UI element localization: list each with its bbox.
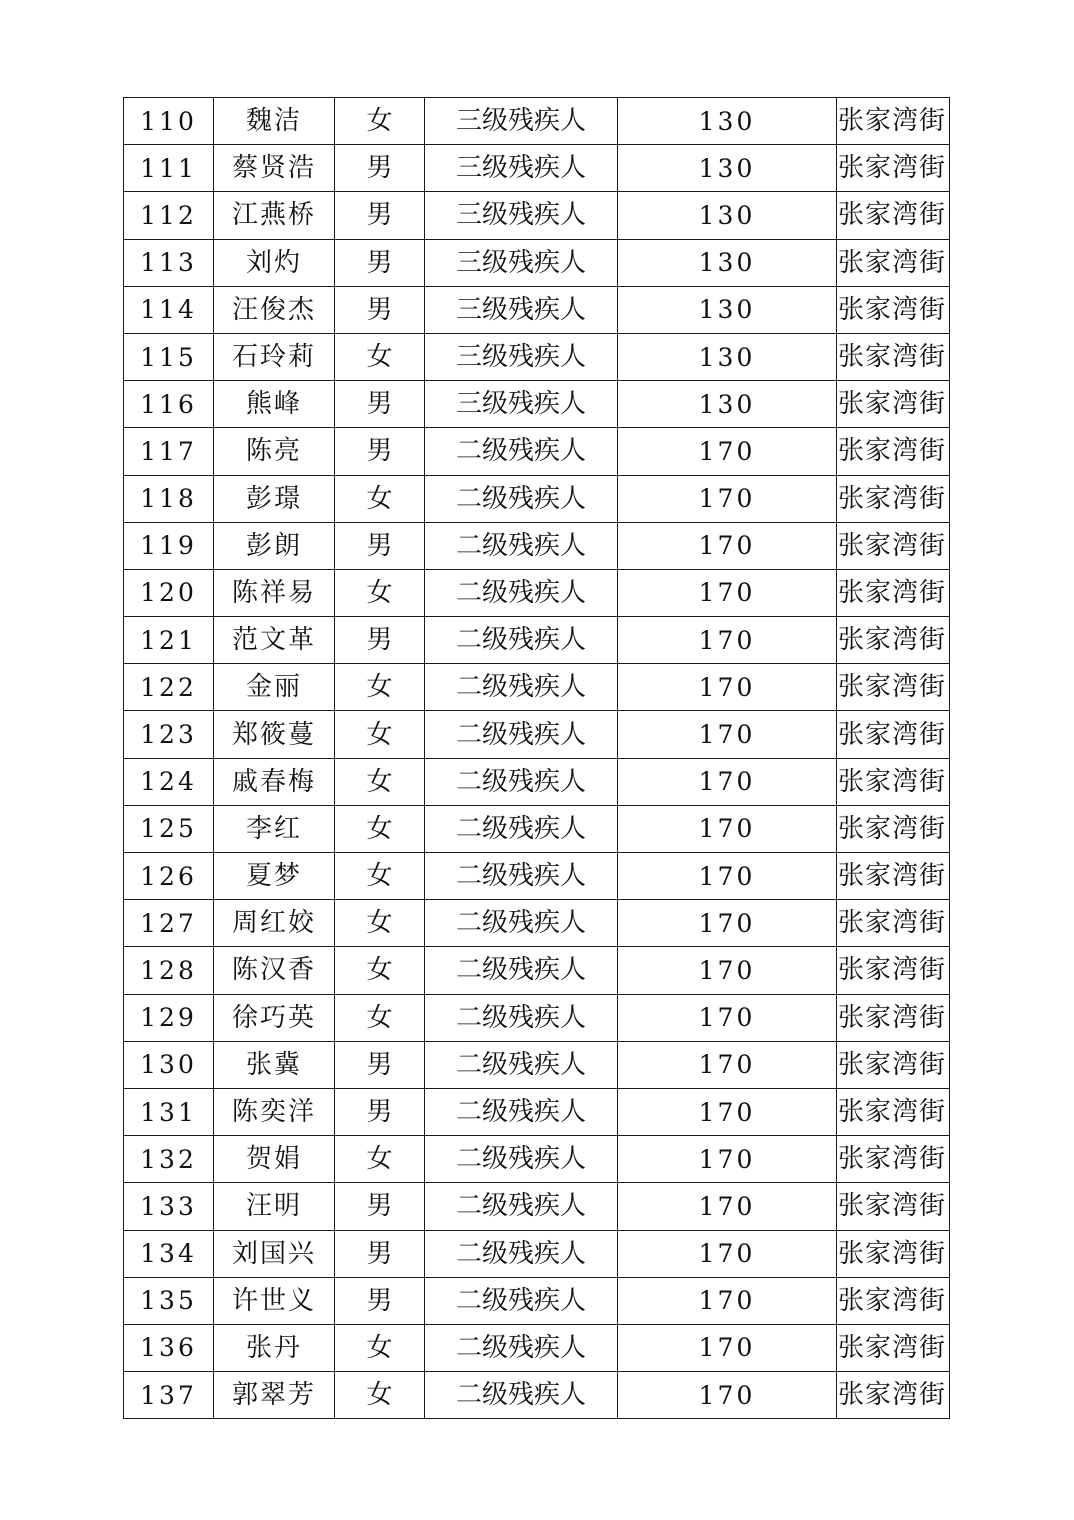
serial-number-cell: 116 (124, 381, 214, 428)
table-row (124, 664, 950, 711)
serial-number-cell: 113 (124, 239, 214, 286)
amount-cell: 170 (618, 1372, 837, 1419)
gender-cell: 女 (335, 853, 425, 900)
street-cell: 张家湾街 (837, 192, 950, 239)
disability-level-cell: 二级残疾人 (425, 1324, 618, 1371)
serial-number-cell: 111 (124, 145, 214, 192)
street-cell: 张家湾街 (837, 98, 950, 145)
name-cell: 金丽 (214, 664, 335, 711)
disability-level-cell: 二级残疾人 (425, 475, 618, 522)
street-cell: 张家湾街 (837, 428, 950, 475)
street-cell: 张家湾街 (837, 994, 950, 1041)
disability-level-cell: 二级残疾人 (425, 617, 618, 664)
gender-cell: 女 (335, 333, 425, 380)
disability-level-cell: 二级残疾人 (425, 1136, 618, 1183)
street-cell: 张家湾街 (837, 145, 950, 192)
disability-level-cell: 二级残疾人 (425, 1230, 618, 1277)
table-row (124, 1088, 950, 1135)
table-row (124, 711, 950, 758)
serial-number-cell: 119 (124, 522, 214, 569)
name-cell: 周红姣 (214, 900, 335, 947)
name-cell: 魏洁 (214, 98, 335, 145)
name-cell: 贺娟 (214, 1136, 335, 1183)
serial-number-cell: 120 (124, 569, 214, 616)
name-cell: 陈亮 (214, 428, 335, 475)
table-row (124, 428, 950, 475)
name-cell: 郭翠芳 (214, 1372, 335, 1419)
table-row (124, 994, 950, 1041)
table-row (124, 947, 950, 994)
serial-number-cell: 110 (124, 98, 214, 145)
disability-level-cell: 三级残疾人 (425, 286, 618, 333)
gender-cell: 女 (335, 1324, 425, 1371)
table-row (124, 333, 950, 380)
street-cell: 张家湾街 (837, 758, 950, 805)
gender-cell: 女 (335, 1372, 425, 1419)
disability-level-cell: 二级残疾人 (425, 522, 618, 569)
gender-cell: 女 (335, 475, 425, 522)
table-row (124, 475, 950, 522)
street-cell: 张家湾街 (837, 1088, 950, 1135)
serial-number-cell: 122 (124, 664, 214, 711)
disability-level-cell: 二级残疾人 (425, 1183, 618, 1230)
recipient-table (123, 97, 950, 1419)
gender-cell: 男 (335, 1277, 425, 1324)
serial-number-cell: 121 (124, 617, 214, 664)
serial-number-cell: 114 (124, 286, 214, 333)
street-cell: 张家湾街 (837, 947, 950, 994)
street-cell: 张家湾街 (837, 286, 950, 333)
amount-cell: 170 (618, 711, 837, 758)
disability-level-cell: 二级残疾人 (425, 947, 618, 994)
table-row (124, 98, 950, 145)
amount-cell: 170 (618, 900, 837, 947)
name-cell: 熊峰 (214, 381, 335, 428)
serial-number-cell: 123 (124, 711, 214, 758)
name-cell: 蔡贤浩 (214, 145, 335, 192)
serial-number-cell: 128 (124, 947, 214, 994)
amount-cell: 130 (618, 192, 837, 239)
disability-level-cell: 二级残疾人 (425, 711, 618, 758)
gender-cell: 男 (335, 192, 425, 239)
street-cell: 张家湾街 (837, 1041, 950, 1088)
street-cell: 张家湾街 (837, 475, 950, 522)
name-cell: 许世义 (214, 1277, 335, 1324)
gender-cell: 女 (335, 664, 425, 711)
amount-cell: 170 (618, 428, 837, 475)
street-cell: 张家湾街 (837, 333, 950, 380)
table-row (124, 758, 950, 805)
name-cell: 石玲莉 (214, 333, 335, 380)
amount-cell: 170 (618, 758, 837, 805)
name-cell: 范文革 (214, 617, 335, 664)
table-row (124, 1230, 950, 1277)
amount-cell: 170 (618, 947, 837, 994)
name-cell: 江燕桥 (214, 192, 335, 239)
table-row (124, 617, 950, 664)
serial-number-cell: 134 (124, 1230, 214, 1277)
name-cell: 彭朗 (214, 522, 335, 569)
street-cell: 张家湾街 (837, 711, 950, 758)
serial-number-cell: 130 (124, 1041, 214, 1088)
serial-number-cell: 131 (124, 1088, 214, 1135)
serial-number-cell: 135 (124, 1277, 214, 1324)
disability-level-cell: 二级残疾人 (425, 758, 618, 805)
disability-level-cell: 二级残疾人 (425, 1372, 618, 1419)
table-row (124, 1372, 950, 1419)
amount-cell: 170 (618, 1136, 837, 1183)
serial-number-cell: 132 (124, 1136, 214, 1183)
street-cell: 张家湾街 (837, 239, 950, 286)
street-cell: 张家湾街 (837, 617, 950, 664)
street-cell: 张家湾街 (837, 381, 950, 428)
table-row (124, 1183, 950, 1230)
serial-number-cell: 125 (124, 805, 214, 852)
name-cell: 夏梦 (214, 853, 335, 900)
street-cell: 张家湾街 (837, 1372, 950, 1419)
table-row (124, 286, 950, 333)
street-cell: 张家湾街 (837, 1230, 950, 1277)
gender-cell: 男 (335, 522, 425, 569)
serial-number-cell: 136 (124, 1324, 214, 1371)
name-cell: 陈奕洋 (214, 1088, 335, 1135)
street-cell: 张家湾街 (837, 900, 950, 947)
serial-number-cell: 124 (124, 758, 214, 805)
amount-cell: 170 (618, 569, 837, 616)
serial-number-cell: 127 (124, 900, 214, 947)
street-cell: 张家湾街 (837, 1183, 950, 1230)
disability-level-cell: 三级残疾人 (425, 192, 618, 239)
serial-number-cell: 126 (124, 853, 214, 900)
street-cell: 张家湾街 (837, 664, 950, 711)
disability-level-cell: 三级残疾人 (425, 381, 618, 428)
table-row (124, 805, 950, 852)
gender-cell: 女 (335, 805, 425, 852)
amount-cell: 170 (618, 1183, 837, 1230)
gender-cell: 女 (335, 758, 425, 805)
table-row (124, 900, 950, 947)
gender-cell: 男 (335, 239, 425, 286)
disability-level-cell: 三级残疾人 (425, 239, 618, 286)
table-row (124, 1041, 950, 1088)
amount-cell: 170 (618, 664, 837, 711)
serial-number-cell: 137 (124, 1372, 214, 1419)
table-row (124, 381, 950, 428)
serial-number-cell: 115 (124, 333, 214, 380)
gender-cell: 女 (335, 900, 425, 947)
gender-cell: 男 (335, 1230, 425, 1277)
name-cell: 汪俊杰 (214, 286, 335, 333)
name-cell: 戚春梅 (214, 758, 335, 805)
table-row (124, 522, 950, 569)
amount-cell: 170 (618, 1041, 837, 1088)
disability-level-cell: 二级残疾人 (425, 569, 618, 616)
street-cell: 张家湾街 (837, 1324, 950, 1371)
table-body (124, 98, 950, 1419)
disability-level-cell: 二级残疾人 (425, 994, 618, 1041)
name-cell: 汪明 (214, 1183, 335, 1230)
name-cell: 刘国兴 (214, 1230, 335, 1277)
disability-level-cell: 二级残疾人 (425, 664, 618, 711)
street-cell: 张家湾街 (837, 569, 950, 616)
gender-cell: 女 (335, 98, 425, 145)
amount-cell: 170 (618, 617, 837, 664)
amount-cell: 170 (618, 1277, 837, 1324)
disability-level-cell: 三级残疾人 (425, 98, 618, 145)
amount-cell: 130 (618, 239, 837, 286)
amount-cell: 130 (618, 98, 837, 145)
name-cell: 张冀 (214, 1041, 335, 1088)
disability-level-cell: 二级残疾人 (425, 1041, 618, 1088)
table-row (124, 853, 950, 900)
disability-level-cell: 二级残疾人 (425, 428, 618, 475)
street-cell: 张家湾街 (837, 522, 950, 569)
amount-cell: 170 (618, 475, 837, 522)
gender-cell: 女 (335, 569, 425, 616)
table-row (124, 239, 950, 286)
table-row (124, 1277, 950, 1324)
gender-cell: 女 (335, 1136, 425, 1183)
disability-level-cell: 二级残疾人 (425, 853, 618, 900)
amount-cell: 170 (618, 1324, 837, 1371)
name-cell: 彭璟 (214, 475, 335, 522)
disability-level-cell: 二级残疾人 (425, 1277, 618, 1324)
disability-level-cell: 二级残疾人 (425, 805, 618, 852)
name-cell: 郑筱蔓 (214, 711, 335, 758)
gender-cell: 男 (335, 381, 425, 428)
gender-cell: 男 (335, 1088, 425, 1135)
name-cell: 李红 (214, 805, 335, 852)
amount-cell: 170 (618, 805, 837, 852)
serial-number-cell: 112 (124, 192, 214, 239)
name-cell: 张丹 (214, 1324, 335, 1371)
gender-cell: 女 (335, 711, 425, 758)
name-cell: 徐巧英 (214, 994, 335, 1041)
street-cell: 张家湾街 (837, 853, 950, 900)
gender-cell: 男 (335, 1183, 425, 1230)
disability-level-cell: 三级残疾人 (425, 145, 618, 192)
street-cell: 张家湾街 (837, 1136, 950, 1183)
disability-level-cell: 二级残疾人 (425, 900, 618, 947)
gender-cell: 男 (335, 1041, 425, 1088)
street-cell: 张家湾街 (837, 1277, 950, 1324)
serial-number-cell: 129 (124, 994, 214, 1041)
gender-cell: 女 (335, 994, 425, 1041)
gender-cell: 男 (335, 428, 425, 475)
amount-cell: 170 (618, 853, 837, 900)
name-cell: 陈祥易 (214, 569, 335, 616)
street-cell: 张家湾街 (837, 805, 950, 852)
serial-number-cell: 118 (124, 475, 214, 522)
table-row (124, 192, 950, 239)
amount-cell: 130 (618, 286, 837, 333)
gender-cell: 男 (335, 286, 425, 333)
serial-number-cell: 133 (124, 1183, 214, 1230)
table-row (124, 145, 950, 192)
table-row (124, 1136, 950, 1183)
table-row (124, 1324, 950, 1371)
serial-number-cell: 117 (124, 428, 214, 475)
disability-level-cell: 二级残疾人 (425, 1088, 618, 1135)
amount-cell: 130 (618, 333, 837, 380)
name-cell: 陈汉香 (214, 947, 335, 994)
disability-level-cell: 三级残疾人 (425, 333, 618, 380)
table-row (124, 569, 950, 616)
amount-cell: 130 (618, 381, 837, 428)
gender-cell: 男 (335, 145, 425, 192)
amount-cell: 170 (618, 1088, 837, 1135)
amount-cell: 170 (618, 522, 837, 569)
amount-cell: 170 (618, 994, 837, 1041)
amount-cell: 170 (618, 1230, 837, 1277)
gender-cell: 男 (335, 617, 425, 664)
amount-cell: 130 (618, 145, 837, 192)
name-cell: 刘灼 (214, 239, 335, 286)
gender-cell: 女 (335, 947, 425, 994)
